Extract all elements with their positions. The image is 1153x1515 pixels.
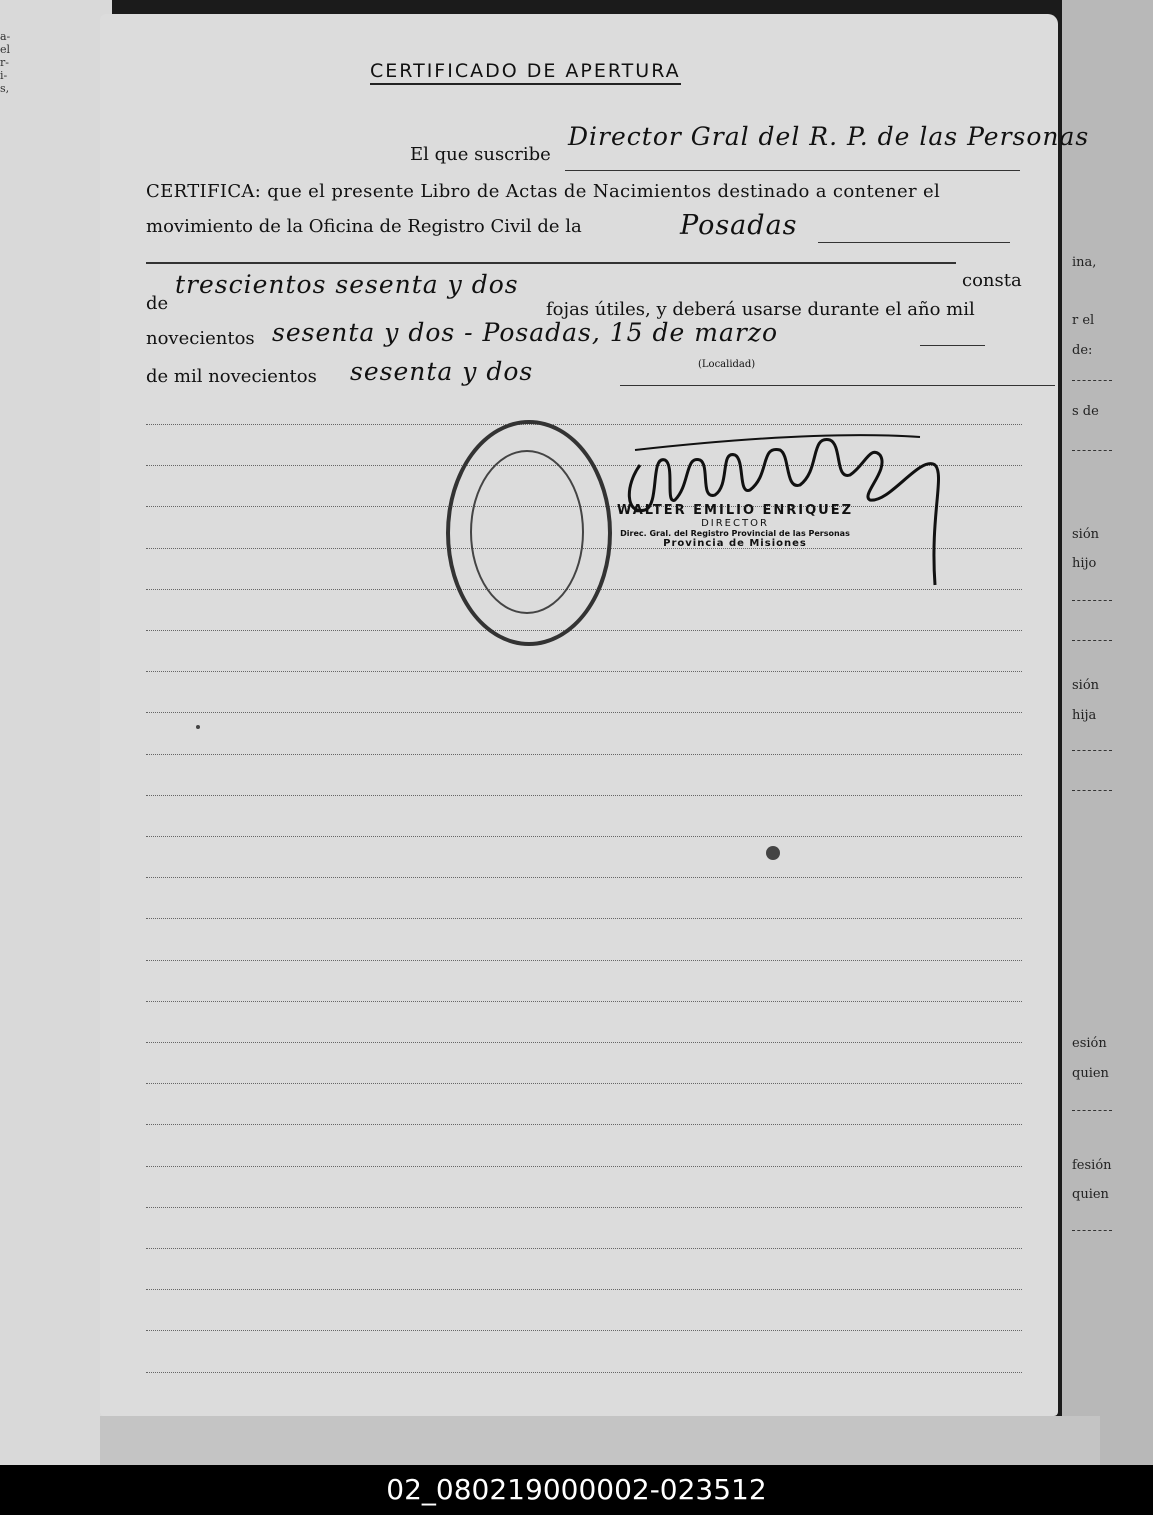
left-page-text-fragment: a- el r- i- s, xyxy=(0,30,11,95)
ruled-line xyxy=(146,712,1022,713)
ruled-line xyxy=(146,1166,1022,1167)
fill-line xyxy=(920,345,985,346)
ruled-line xyxy=(146,1001,1022,1002)
ink-spot xyxy=(196,725,200,729)
right-fragment: ina, xyxy=(1072,255,1097,270)
suscribe-label: El que suscribe xyxy=(410,144,551,165)
certifica-text: CERTIFICA: que el presente Libro de Actas de Nacimientos destinado a contener el xyxy=(146,181,941,202)
certificate-title: CERTIFICADO DE APERTURA xyxy=(370,60,681,85)
ruled-line xyxy=(146,754,1022,755)
de-label: de xyxy=(146,293,169,314)
signatory-province: Provincia de Misiones xyxy=(663,538,807,549)
fojas-text: fojas útiles, y deberá usarse durante el año mil xyxy=(546,299,975,320)
right-fragment: s de xyxy=(1072,404,1099,419)
ink-spot xyxy=(766,846,780,860)
ruled-line xyxy=(146,1042,1022,1043)
ruled-line xyxy=(146,960,1022,961)
signature-block xyxy=(600,503,870,549)
left-page-edge xyxy=(0,0,112,1465)
ruled-line xyxy=(146,630,1022,631)
localidad-caption: (Localidad) xyxy=(698,359,756,370)
official-seal-inner-ring xyxy=(470,450,584,614)
right-fragment: sión xyxy=(1072,527,1100,542)
fill-line xyxy=(818,242,1010,243)
signatory-role: DIRECTOR xyxy=(701,518,769,529)
ruled-line xyxy=(146,1083,1022,1084)
page-bottom-edges xyxy=(100,1416,1100,1465)
ruled-line xyxy=(146,1248,1022,1249)
right-fragment: de: xyxy=(1072,343,1093,358)
consta-text: consta xyxy=(962,270,1022,291)
novecientos-label: novecientos xyxy=(146,328,255,349)
fill-line xyxy=(620,385,1055,386)
signatory-office: Direc. Gral. del Registro Provincial de las Personas xyxy=(620,529,850,538)
ruled-line xyxy=(146,671,1022,672)
handwritten-year: sesenta y dos xyxy=(350,357,534,386)
right-fragment: esión xyxy=(1072,1036,1107,1051)
fill-line-crossed xyxy=(146,262,956,264)
handwritten-oficina: Posadas xyxy=(680,210,798,241)
ruled-line xyxy=(146,795,1022,796)
right-fragment: hijo xyxy=(1072,556,1097,571)
ruled-line xyxy=(146,836,1022,837)
ruled-line xyxy=(146,918,1022,919)
right-page-edges xyxy=(1062,0,1153,1465)
ruled-line xyxy=(146,1124,1022,1125)
handwritten-fojas-count: trescientos sesenta y dos xyxy=(175,270,519,299)
ruled-line xyxy=(146,1289,1022,1290)
right-fragment: r el xyxy=(1072,313,1095,328)
right-fragment: quien xyxy=(1072,1066,1109,1081)
mil-novecientos-label: de mil novecientos xyxy=(146,366,317,387)
fill-line xyxy=(565,170,1020,171)
image-identifier: 02_080219000002-023512 xyxy=(0,1465,1153,1515)
signatory-name: WALTER EMILIO ENRIQUEZ xyxy=(616,503,854,518)
right-fragment: fesión xyxy=(1072,1158,1112,1173)
ruled-line xyxy=(146,1330,1022,1331)
handwritten-year-place-date: sesenta y dos - Posadas, 15 de marzo xyxy=(272,318,779,347)
handwritten-signatory-title: Director Gral del R. P. de las Personas xyxy=(568,122,1090,151)
right-fragment: quien xyxy=(1072,1187,1109,1202)
right-fragment: hija xyxy=(1072,708,1097,723)
ruled-line xyxy=(146,877,1022,878)
oficina-label: movimiento de la Oficina de Registro Civil de la xyxy=(146,216,582,237)
right-fragment: sión xyxy=(1072,678,1100,693)
ruled-line xyxy=(146,1207,1022,1208)
ruled-line xyxy=(146,1372,1022,1373)
